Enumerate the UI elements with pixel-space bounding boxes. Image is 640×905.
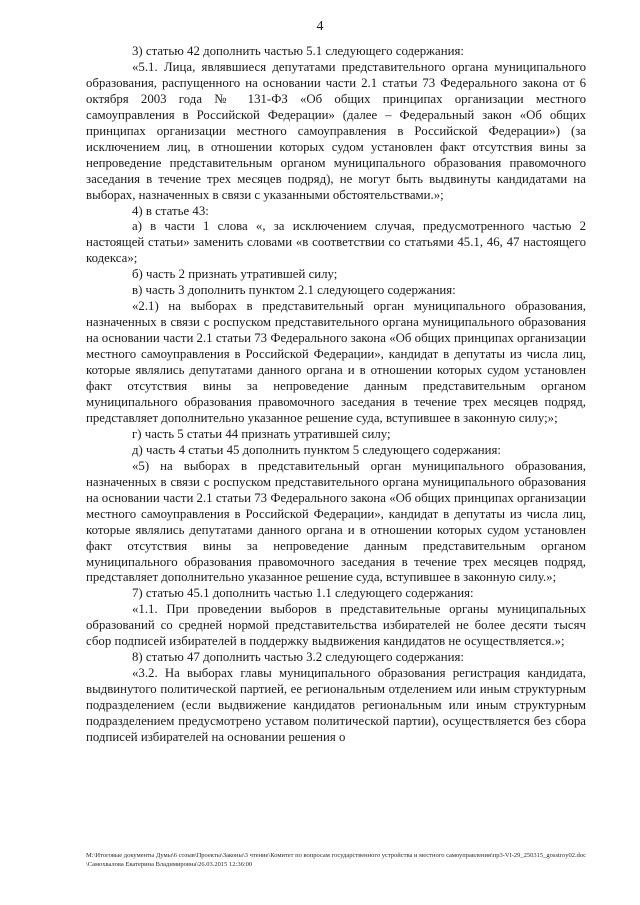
paragraph: 8) статью 47 дополнить частью 3.2 следующего содержания: [132, 650, 464, 665]
file-path-footer: М:\Итоговые документы Думы\6 созыв\Проекты\Законы\3 чтение\Комитет по вопросам государственного устройства и местного самоуправления\пр3-VI-29_250315_gosstroy02.doc\Самохвалова Екатерина Владимировна\26.03.2015 12:36:00 [86, 852, 586, 868]
paragraph: «5) на выборах в представительный орган муниципального образования, назначенных в связи с роспуском представительного органа муниципального образования на основании части 2.1 статьи 73 Федерального закона «Об общих принципах организации местного самоуправления в Российской Федерации», кандидат в депутаты из числа лиц, которые являлись депутатами данного органа и в отношении которых судом установлен факт отсутствия вины за непроведение данным представительным органом муниципального образования правомочного заседания в течение трех месяцев подряд, представляет дополнительно указанное решение суда, вступившее в законную силу.»; [86, 458, 586, 585]
paragraph: а) в части 1 слова «, за исключением случая, предусмотренного частью 2 настоящей статьи» заменить словами «в соответствии со статьями 45.1, 46, 47 настоящего кодекса»; [86, 219, 586, 266]
page-number: 4 [316, 19, 324, 34]
paragraph: «1.1. При проведении выборов в представительные органы муниципальных образований со средней нормой представительства избирателей не более десяти тысяч сбор подписей избирателей в поддержку выдвижения кандидатов не осуществляется.»; [86, 602, 586, 649]
paragraph: «3.2. На выборах главы муниципального образования регистрация кандидата, выдвинутого политической партией, ее региональным отделением или иным структурным подразделением (если выдвижение кандидатов региональным или иным структурным подразделением предусмотрено уставом политической партии), осуществляется без сбора подписей избирателей на основании решения о [86, 666, 586, 744]
paragraph: «2.1) на выборах в представительный орган муниципального образования, назначенных в связи с роспуском представительного органа муниципального образования на основании части 2.1 статьи 73 Федерального закона «Об общих принципах организации местного самоуправления в Российской Федерации», кандидат в депутаты из числа лиц, которые являлись депутатами данного органа и в отношении которых судом установлен факт отсутствия вины за непроведение данным представительным органом муниципального образования правомочного заседания в течение трех месяцев подряд, представляет дополнительно указанное решение суда, вступившее в законную силу;»; [86, 299, 586, 425]
paragraph: 7) статью 45.1 дополнить частью 1.1 следующего содержания: [132, 586, 474, 601]
paragraph: в) часть 3 дополнить пунктом 2.1 следующего содержания: [132, 283, 456, 298]
paragraph: г) часть 5 статьи 44 признать утратившей силу; [132, 426, 391, 441]
document-body [86, 44, 586, 746]
paragraph: б) часть 2 признать утратившей силу; [132, 267, 338, 282]
paragraph: д) часть 4 статьи 45 дополнить пунктом 5 следующего содержания: [132, 442, 501, 457]
paragraph: 3) статью 42 дополнить частью 5.1 следующего содержания: [132, 44, 464, 58]
paragraph: «5.1. Лица, являвшиеся депутатами представительного органа муниципального образования, распущенного на основании части 2.1 статьи 73 Федерального закона от 6 октября 2003 года № 131-ФЗ «Об общих принципах организации местного самоуправления в Российской Федерации» (далее – Федеральный закон «Об общих принципах организации местного самоуправления в Российской Федерации») (за исключением лиц, в отношении которых судом установлен факт отсутствия вины за непроведение представительным органом муниципального образования правомочного заседания в течение трех месяцев подряд), не могут быть выдвинуты кандидатами на выборах, назначенных в связи с указанными обстоятельствами.»; [86, 59, 586, 202]
paragraph: 4) в статье 43: [132, 203, 209, 218]
